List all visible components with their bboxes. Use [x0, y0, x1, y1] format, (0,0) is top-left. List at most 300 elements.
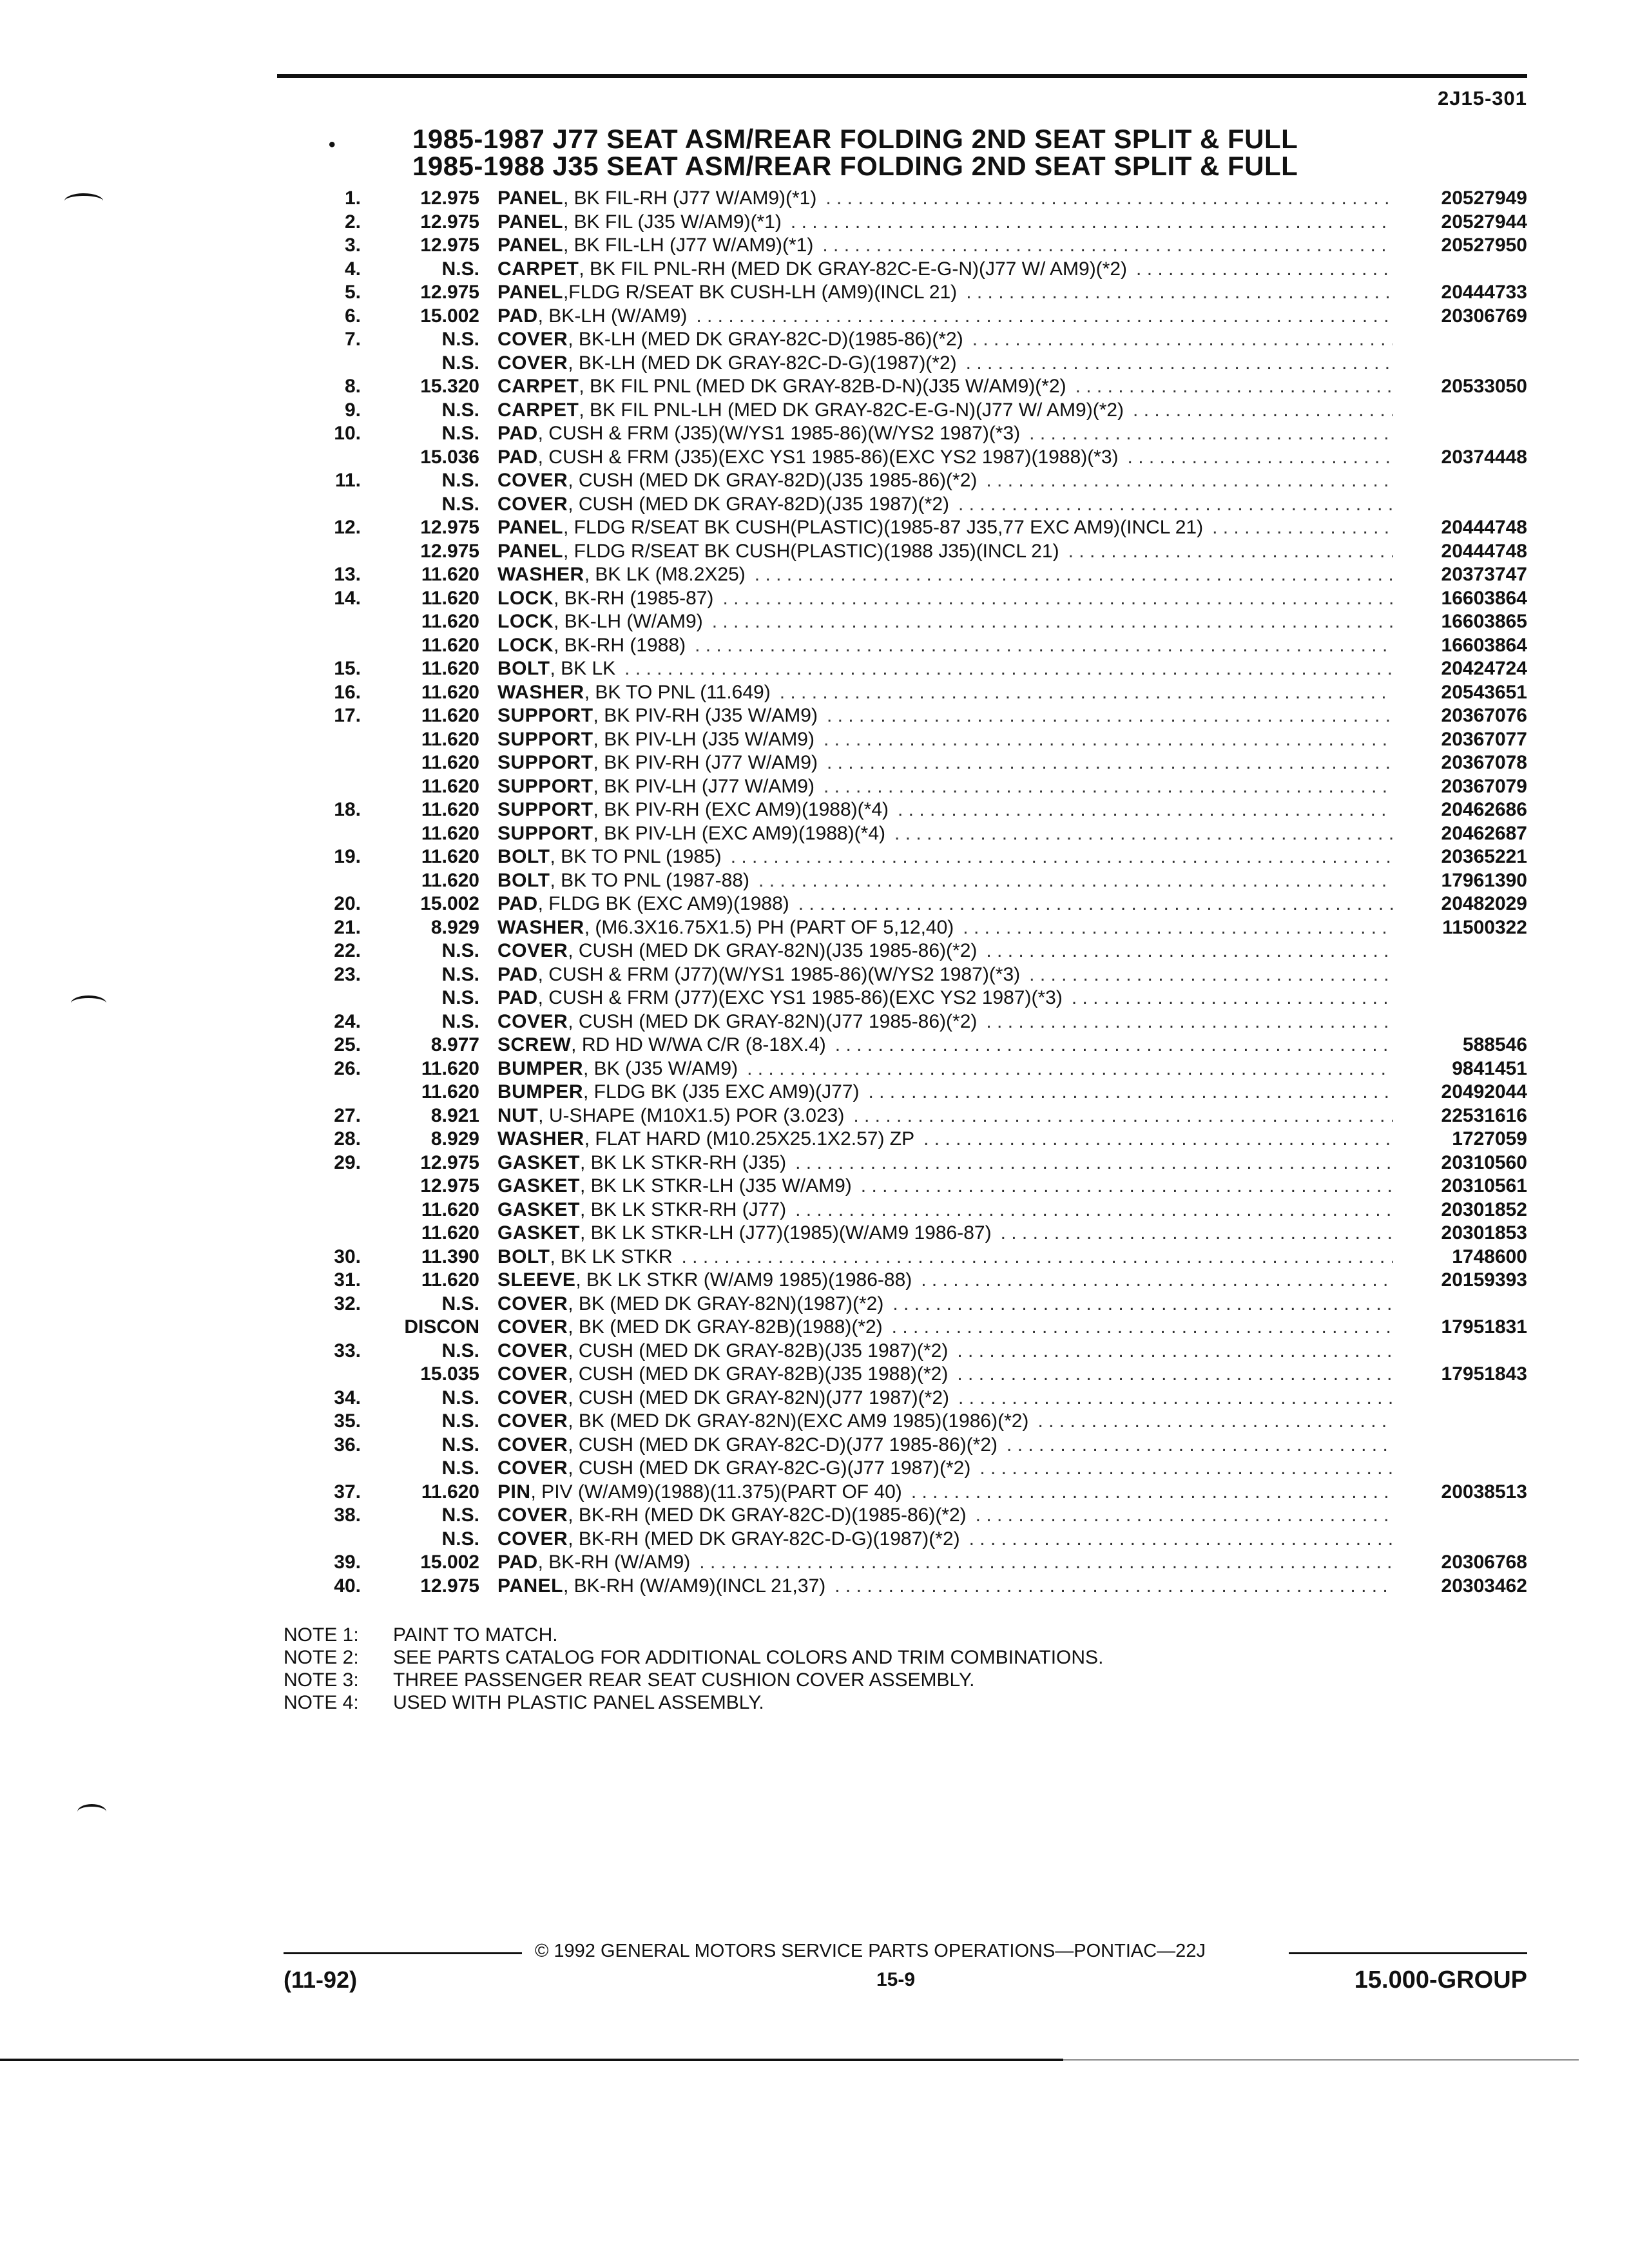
- parts-row: [0, 422, 1629, 446]
- part-number: 20367079: [1441, 775, 1527, 797]
- group-number: 11.620: [421, 1222, 479, 1244]
- part-number: 20365221: [1441, 846, 1527, 867]
- part-description: [497, 493, 1393, 516]
- group-number: 8.921: [430, 1104, 479, 1126]
- part-description: [497, 540, 1393, 563]
- item-index: 20.: [334, 893, 361, 914]
- note-label: NOTE 2:: [284, 1647, 359, 1668]
- dot-leader: [825, 187, 1393, 210]
- group-number: N.S.: [441, 1410, 479, 1432]
- parts-row: [0, 1128, 1629, 1151]
- group-number: N.S.: [441, 1010, 479, 1032]
- part-description: [497, 728, 1393, 751]
- parts-row: [0, 587, 1629, 611]
- part-number: 20306768: [1441, 1552, 1527, 1573]
- part-name: BOLT: [497, 869, 550, 891]
- part-number: 1748600: [1452, 1245, 1527, 1267]
- part-spec: , BK FIL PNL-RH (MED DK GRAY-82C-E-G-N)(J77 W/ AM9)(*2): [579, 258, 1128, 280]
- part-spec: , CUSH (MED DK GRAY-82N)(J77 1987)(*2): [568, 1387, 950, 1408]
- dot-leader: [868, 1081, 1393, 1104]
- part-spec: , BK FIL PNL (MED DK GRAY-82B-D-N)(J35 W/AM9)(*2): [579, 376, 1066, 397]
- part-name: COVER: [497, 329, 568, 350]
- part-spec: , BK (MED DK GRAY-82N)(EXC AM9 1985)(1986)(*2): [568, 1410, 1029, 1432]
- dot-leader: [795, 1198, 1393, 1222]
- parts-row: [0, 986, 1629, 1010]
- group-number: N.S.: [441, 352, 479, 374]
- part-description: [497, 610, 1393, 633]
- parts-row: [0, 469, 1629, 493]
- part-number: 20301852: [1441, 1198, 1527, 1220]
- part-spec: , U-SHAPE (M10X1.5) POR (3.023): [538, 1104, 845, 1126]
- part-spec: , BK LK STKR-RH (J35): [580, 1151, 787, 1173]
- part-spec: , BK-LH (MED DK GRAY-82C-D-G)(1987)(*2): [568, 352, 957, 374]
- dot-leader: [798, 892, 1393, 916]
- group-number: 11.620: [421, 799, 479, 820]
- item-index: 32.: [334, 1293, 361, 1314]
- dot-leader: [892, 1293, 1393, 1316]
- part-number: 20527949: [1441, 187, 1527, 209]
- dot-leader: [969, 1528, 1393, 1551]
- part-spec: , CUSH (MED DK GRAY-82N)(J35 1985-86)(*2): [568, 940, 978, 961]
- section-title: [412, 126, 1298, 180]
- item-index: 18.: [334, 799, 361, 820]
- part-spec: , BK (MED DK GRAY-82N)(1987)(*2): [568, 1293, 884, 1314]
- part-number: 20462686: [1441, 799, 1527, 820]
- group-number: N.S.: [441, 1387, 479, 1408]
- dot-leader: [827, 751, 1393, 774]
- part-name: SUPPORT: [497, 705, 593, 726]
- footer-rule-left: [284, 1952, 522, 1954]
- part-spec: , CUSH (MED DK GRAY-82B)(J35 1987)(*2): [568, 1340, 949, 1361]
- item-index: 38.: [334, 1504, 361, 1526]
- part-spec: , BK-LH (W/AM9): [554, 611, 703, 632]
- item-index: 9.: [344, 399, 361, 421]
- dot-leader: [958, 1387, 1393, 1410]
- group-number: 11.620: [421, 658, 479, 679]
- group-number: N.S.: [441, 329, 479, 350]
- group-number: 15.035: [420, 1363, 479, 1385]
- item-index: 15.: [334, 658, 361, 679]
- part-description: [497, 1222, 1393, 1245]
- dot-leader: [747, 1057, 1393, 1081]
- part-number: 20038513: [1441, 1481, 1527, 1503]
- dot-leader: [824, 775, 1393, 798]
- part-description: [497, 399, 1393, 422]
- part-name: COVER: [497, 1363, 568, 1385]
- note-row: [284, 1691, 1103, 1714]
- group-number: N.S.: [441, 1340, 479, 1361]
- part-spec: , BK LK STKR-RH (J77): [580, 1198, 787, 1220]
- note-row: [284, 1646, 1103, 1669]
- group-number: 11.620: [421, 752, 479, 773]
- part-description: [497, 1033, 1393, 1057]
- parts-row: [0, 1551, 1629, 1575]
- item-index: 13.: [334, 564, 361, 585]
- item-index: 21.: [334, 916, 361, 938]
- dot-leader: [696, 305, 1393, 328]
- part-name: COVER: [497, 1340, 568, 1361]
- parts-list: [0, 187, 1629, 1598]
- item-index: 1.: [344, 187, 361, 209]
- item-index: 25.: [334, 1034, 361, 1055]
- part-name: PANEL: [497, 1575, 563, 1597]
- part-spec: , BK LK STKR (W/AM9 1985)(1986-88): [575, 1269, 912, 1291]
- part-name: CARPET: [497, 258, 579, 280]
- part-description: [497, 845, 1393, 869]
- part-description: [497, 1504, 1393, 1527]
- item-index: 27.: [334, 1104, 361, 1126]
- dot-leader: [966, 352, 1393, 375]
- footer-rule-right: [1289, 1952, 1527, 1954]
- part-description: [497, 986, 1393, 1010]
- top-rule: [277, 74, 1527, 78]
- group-number: N.S.: [441, 987, 479, 1008]
- parts-row: [0, 1363, 1629, 1387]
- part-description: [497, 963, 1393, 986]
- item-index: 35.: [334, 1410, 361, 1432]
- group-number: 11.620: [421, 775, 479, 797]
- dot-leader: [898, 798, 1393, 822]
- part-description: [497, 258, 1393, 281]
- part-description: [497, 939, 1393, 963]
- part-name: COVER: [497, 1387, 568, 1408]
- page-code: 2J15-301: [1437, 87, 1527, 110]
- part-name: SUPPORT: [497, 822, 593, 844]
- parts-row: [0, 939, 1629, 963]
- parts-row: [0, 305, 1629, 329]
- dot-leader: [834, 1575, 1393, 1598]
- part-spec: , FLDG BK (EXC AM9)(1988): [537, 893, 789, 914]
- parts-row: [0, 1245, 1629, 1269]
- dot-leader: [699, 1551, 1393, 1574]
- part-description: [497, 822, 1393, 845]
- part-spec: , FLDG R/SEAT BK CUSH(PLASTIC)(1988 J35)(INCL 21): [563, 540, 1059, 562]
- part-name: NUT: [497, 1104, 539, 1126]
- scan-mark: [64, 193, 103, 209]
- dot-leader: [780, 681, 1393, 704]
- part-number: 20367076: [1441, 705, 1527, 726]
- part-description: [497, 1128, 1393, 1151]
- parts-row: [0, 1104, 1629, 1128]
- part-name: GASKET: [497, 1175, 581, 1196]
- part-spec: , BK LK STKR: [550, 1245, 673, 1267]
- group-number: 11.620: [421, 1198, 479, 1220]
- parts-row: [0, 399, 1629, 423]
- group-number: 12.975: [420, 187, 479, 209]
- dot-leader: [1072, 986, 1393, 1010]
- note-text: THREE PASSENGER REAR SEAT CUSHION COVER ASSEMBLY.: [393, 1669, 975, 1691]
- group-number: 11.620: [421, 1481, 479, 1503]
- parts-row: [0, 798, 1629, 822]
- part-number: 20444748: [1441, 540, 1527, 562]
- parts-row: [0, 610, 1629, 634]
- part-name: PANEL: [497, 540, 563, 562]
- group-number: 11.390: [421, 1245, 479, 1267]
- dot-leader: [1212, 516, 1393, 539]
- part-number: 20444733: [1441, 282, 1527, 303]
- part-name: COVER: [497, 1434, 568, 1456]
- part-spec: , CUSH & FRM (J35)(W/YS1 1985-86)(W/YS2 1987)(*3): [537, 423, 1021, 444]
- parts-row: [0, 916, 1629, 940]
- parts-row: [0, 869, 1629, 893]
- note-row: [284, 1669, 1103, 1691]
- dot-leader: [731, 845, 1393, 869]
- part-name: PANEL: [497, 211, 563, 233]
- part-number: 22531616: [1441, 1104, 1527, 1126]
- part-spec: , BK LK STKR-LH (J77)(1985)(W/AM9 1986-87): [580, 1222, 992, 1244]
- part-name: PANEL: [497, 517, 563, 538]
- part-description: [497, 1363, 1393, 1386]
- part-name: CARPET: [497, 399, 579, 421]
- parts-row: [0, 657, 1629, 681]
- note-row: [284, 1624, 1103, 1646]
- part-number: 17951843: [1441, 1363, 1527, 1385]
- item-index: 22.: [334, 940, 361, 961]
- dot-leader: [986, 1010, 1393, 1033]
- part-number: 20303462: [1441, 1575, 1527, 1597]
- group-number: 12.975: [420, 1575, 479, 1597]
- part-spec: , BK LK: [550, 658, 616, 679]
- dot-leader: [976, 1504, 1393, 1527]
- dot-leader: [1128, 446, 1393, 469]
- item-index: 10.: [334, 423, 361, 444]
- part-description: [497, 1316, 1393, 1339]
- part-spec: , BK FIL (J35 W/AM9)(*1): [563, 211, 782, 233]
- part-description: [497, 1010, 1393, 1033]
- parts-row: [0, 1528, 1629, 1552]
- dot-leader: [1037, 1410, 1393, 1433]
- group-number: 12.975: [420, 1175, 479, 1196]
- part-description: [497, 375, 1393, 398]
- part-number: 588546: [1462, 1034, 1527, 1055]
- item-index: 37.: [334, 1481, 361, 1503]
- item-index: 24.: [334, 1010, 361, 1032]
- group-number: 15.002: [420, 1552, 479, 1573]
- part-name: COVER: [497, 1504, 568, 1526]
- item-index: 11.: [334, 470, 361, 491]
- item-index: 19.: [334, 846, 361, 867]
- part-number: 20444748: [1441, 517, 1527, 538]
- item-index: 8.: [344, 376, 361, 397]
- note-label: NOTE 4:: [284, 1692, 359, 1713]
- dot-leader: [827, 704, 1393, 727]
- part-name: LOCK: [497, 634, 554, 656]
- page-number: 15-9: [876, 1969, 916, 1990]
- notes-section: [284, 1624, 1103, 1714]
- parts-row: [0, 540, 1629, 564]
- group-number: 11.620: [421, 587, 479, 609]
- dot-leader: [755, 563, 1393, 586]
- part-spec: , BK TO PNL (1987-88): [550, 869, 750, 891]
- part-description: [497, 1104, 1393, 1128]
- part-name: PIN: [497, 1481, 531, 1503]
- part-spec: , BK LK (M8.2X25): [584, 564, 746, 585]
- group-number: 11.620: [421, 1057, 479, 1079]
- item-index: 3.: [344, 235, 361, 256]
- item-index: 39.: [334, 1552, 361, 1573]
- group-number: N.S.: [441, 1504, 479, 1526]
- item-index: 40.: [334, 1575, 361, 1597]
- dot-leader: [853, 1104, 1393, 1128]
- parts-row: [0, 751, 1629, 775]
- parts-row: [0, 328, 1629, 352]
- part-spec: , BK TO PNL (11.649): [584, 681, 771, 703]
- dot-leader: [979, 1457, 1393, 1480]
- part-name: SCREW: [497, 1034, 572, 1055]
- parts-row: [0, 187, 1629, 211]
- group-number: 8.929: [430, 1128, 479, 1149]
- part-description: [497, 751, 1393, 774]
- part-description: [497, 634, 1393, 657]
- parts-row: [0, 1457, 1629, 1481]
- item-index: 14.: [334, 587, 361, 609]
- part-number: 20543651: [1441, 681, 1527, 703]
- group-number: 12.975: [420, 211, 479, 233]
- dot-leader: [972, 328, 1393, 351]
- part-name: PANEL: [497, 282, 563, 303]
- part-description: [497, 916, 1393, 939]
- part-description: [497, 587, 1393, 610]
- part-spec: , CUSH (MED DK GRAY-82C-D)(J77 1985-86)(*2): [568, 1434, 998, 1456]
- group-number: 12.975: [420, 282, 479, 303]
- part-name: COVER: [497, 1316, 568, 1338]
- revision-date: (11-92): [284, 1966, 358, 1993]
- parts-row: [0, 1575, 1629, 1599]
- dot-leader: [892, 1316, 1393, 1339]
- part-name: SUPPORT: [497, 728, 593, 750]
- dot-leader: [795, 1151, 1393, 1175]
- part-spec: , BK FIL PNL-LH (MED DK GRAY-82C-E-G-N)(J77 W/ AM9)(*2): [579, 399, 1124, 421]
- dot-leader: [1001, 1222, 1393, 1245]
- dot-leader: [923, 1128, 1393, 1151]
- group-number: 11.620: [421, 634, 479, 656]
- part-description: [497, 1434, 1393, 1457]
- dot-leader: [963, 916, 1393, 939]
- part-description: [497, 1293, 1393, 1316]
- part-description: [497, 211, 1393, 234]
- part-spec: , CUSH (MED DK GRAY-82N)(J77 1985-86)(*2): [568, 1010, 978, 1032]
- dot-leader: [822, 234, 1393, 257]
- parts-row: [0, 963, 1629, 987]
- item-index: 31.: [334, 1269, 361, 1291]
- item-index: 28.: [334, 1128, 361, 1149]
- part-spec: , BK FIL-LH (J77 W/AM9)(*1): [563, 235, 814, 256]
- part-name: WASHER: [497, 1128, 584, 1149]
- part-description: [497, 681, 1393, 704]
- note-text: USED WITH PLASTIC PANEL ASSEMBLY.: [393, 1692, 764, 1713]
- dot-leader: [712, 610, 1393, 633]
- part-description: [497, 1340, 1393, 1363]
- dot-leader: [824, 728, 1393, 751]
- note-label: NOTE 1:: [284, 1624, 359, 1646]
- parts-row: [0, 1340, 1629, 1363]
- item-index: 26.: [334, 1057, 361, 1079]
- title-line-1: 1985-1987 J77 SEAT ASM/REAR FOLDING 2ND SEAT SPLIT & FULL: [412, 124, 1298, 154]
- item-index: 33.: [334, 1340, 361, 1361]
- part-description: [497, 422, 1393, 445]
- dot-leader: [682, 1245, 1393, 1269]
- part-spec: , BK PIV-LH (EXC AM9)(1988)(*4): [593, 822, 886, 844]
- part-description: [497, 328, 1393, 351]
- parts-row: [0, 728, 1629, 752]
- parts-row: [0, 258, 1629, 282]
- part-name: COVER: [497, 352, 568, 374]
- parts-row: [0, 1222, 1629, 1245]
- part-name: PAD: [497, 446, 538, 468]
- part-description: [497, 1410, 1393, 1433]
- group-number: 8.977: [430, 1034, 479, 1055]
- part-description: [497, 469, 1393, 492]
- parts-row: [0, 634, 1629, 658]
- part-number: 20373747: [1441, 564, 1527, 585]
- group-number: 11.620: [421, 611, 479, 632]
- part-description: [497, 1575, 1393, 1598]
- parts-row: [0, 563, 1629, 587]
- part-name: PAD: [497, 987, 538, 1008]
- part-spec: , BK-RH (W/AM9): [537, 1552, 691, 1573]
- dot-leader: [791, 211, 1393, 234]
- parts-row: [0, 1481, 1629, 1504]
- group-number: 11.620: [421, 728, 479, 750]
- part-spec: , RD HD W/WA C/R (8-18X.4): [571, 1034, 826, 1055]
- part-name: PAD: [497, 963, 538, 985]
- group-number: N.S.: [441, 1457, 479, 1479]
- part-description: [497, 352, 1393, 375]
- part-name: COVER: [497, 1457, 568, 1479]
- part-spec: , BK-LH (MED DK GRAY-82C-D)(1985-86)(*2): [568, 329, 963, 350]
- part-spec: , CUSH (MED DK GRAY-82B)(J35 1988)(*2): [568, 1363, 949, 1385]
- group-number: 11.620: [421, 846, 479, 867]
- part-name: GASKET: [497, 1222, 581, 1244]
- parts-row: [0, 281, 1629, 305]
- part-description: [497, 1457, 1393, 1480]
- part-number: 1727059: [1452, 1128, 1527, 1149]
- parts-row: [0, 1198, 1629, 1222]
- part-number: 20301853: [1441, 1222, 1527, 1244]
- note-text: SEE PARTS CATALOG FOR ADDITIONAL COLORS AND TRIM COMBINATIONS.: [393, 1647, 1104, 1668]
- part-description: [497, 704, 1393, 727]
- note-label: NOTE 3:: [284, 1669, 359, 1691]
- part-description: [497, 1269, 1393, 1292]
- part-number: 9841451: [1452, 1057, 1527, 1079]
- part-spec: , BK PIV-RH (J35 W/AM9): [593, 705, 818, 726]
- part-name: PAD: [497, 1552, 538, 1573]
- part-name: PAD: [497, 423, 538, 444]
- item-index: 36.: [334, 1434, 361, 1456]
- part-description: [497, 1245, 1393, 1269]
- part-name: SUPPORT: [497, 775, 593, 797]
- dot-leader: [695, 634, 1393, 657]
- dot-leader: [722, 587, 1393, 610]
- parts-row: [0, 892, 1629, 916]
- part-description: [497, 1528, 1393, 1551]
- group-number: 15.002: [420, 305, 479, 327]
- part-spec: , BK TO PNL (1985): [550, 846, 722, 867]
- part-spec: , BK PIV-RH (J77 W/AM9): [593, 752, 818, 773]
- part-name: COVER: [497, 1410, 568, 1432]
- part-description: [497, 1057, 1393, 1081]
- group-number: 11.620: [421, 564, 479, 585]
- group-number: 12.975: [420, 235, 479, 256]
- part-spec: , BK FIL-RH (J77 W/AM9)(*1): [563, 187, 817, 209]
- part-name: BUMPER: [497, 1057, 584, 1079]
- dot-leader: [957, 1363, 1393, 1386]
- item-index: 34.: [334, 1387, 361, 1408]
- part-name: COVER: [497, 470, 568, 491]
- parts-row: [0, 446, 1629, 470]
- part-name: BOLT: [497, 846, 550, 867]
- group-number: N.S.: [441, 399, 479, 421]
